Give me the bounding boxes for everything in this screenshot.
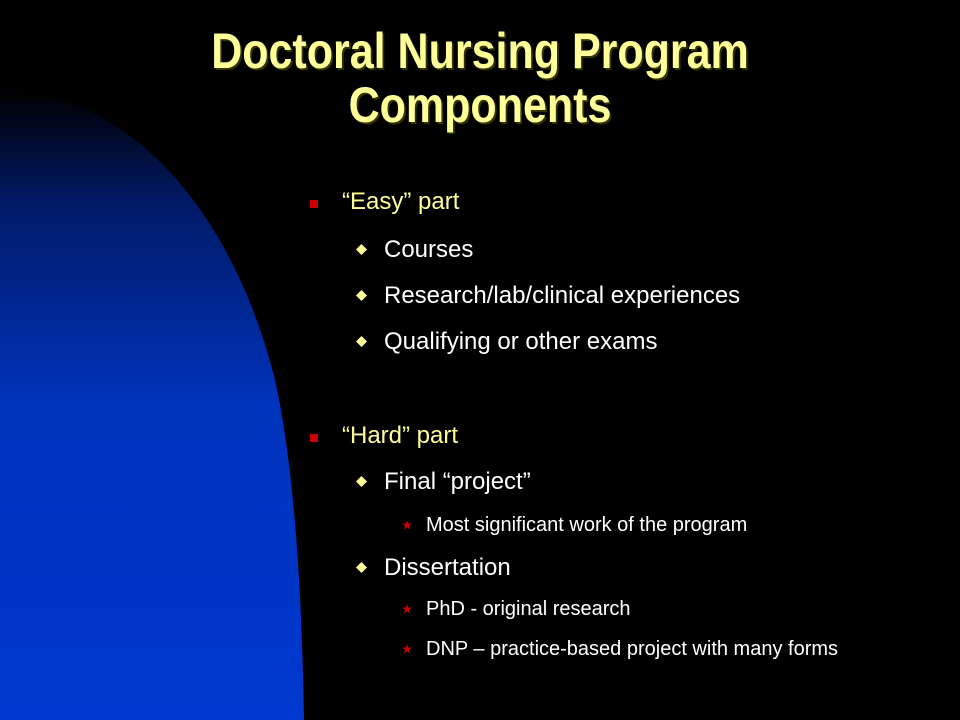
star-bullet-icon	[402, 604, 412, 614]
red-square-bullet-icon	[310, 434, 318, 442]
diamond-bullet-icon	[356, 244, 367, 255]
slide-title	[136, 24, 824, 132]
red-square-bullet-icon	[310, 200, 318, 208]
diamond-bullet-icon	[356, 562, 367, 573]
list-item-text: PhD - original research	[426, 598, 631, 620]
diamond-bullet-icon	[356, 290, 367, 301]
list-item-text: Most significant work of the program	[426, 514, 748, 536]
list-item-text: Dissertation	[384, 554, 511, 581]
list-item-text: Research/lab/clinical experiences	[384, 282, 741, 309]
list-item-text: “Hard” part	[342, 422, 459, 449]
list-item-text: Courses	[384, 236, 474, 263]
diamond-bullet-icon	[356, 336, 367, 347]
title-line-2: Components	[348, 77, 612, 133]
list-item-text: Qualifying or other exams	[384, 328, 658, 355]
diamond-bullet-icon	[356, 476, 367, 487]
star-bullet-icon	[402, 644, 412, 654]
list-item-text: DNP – practice-based project with many forms	[426, 638, 839, 660]
star-bullet-icon	[402, 520, 412, 530]
title-line-1: Doctoral Nursing Program	[211, 23, 749, 79]
list-item-text: Final “project”	[384, 468, 531, 495]
list-item-text: “Easy” part	[342, 188, 460, 215]
